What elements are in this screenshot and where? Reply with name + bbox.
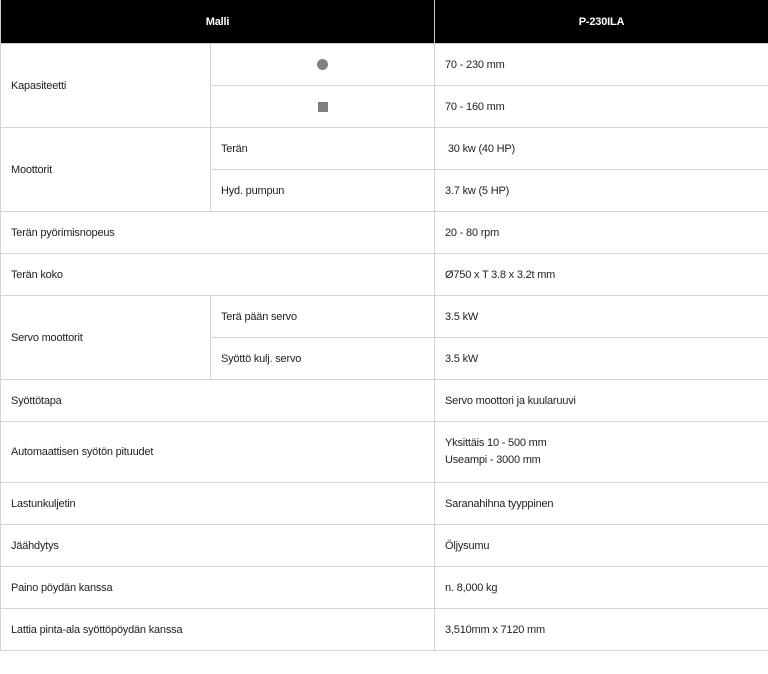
table-row-motors-blade [1, 128, 768, 170]
table-row-blade-speed [1, 212, 768, 254]
table-row-chip-conveyor [1, 483, 768, 525]
table-row-servo-head [1, 296, 768, 338]
floor-area-value: 3,510mm x 7120 mm [435, 609, 768, 651]
table-row-floor-area [1, 609, 768, 651]
blade-size-value: Ø750 x T 3.8 x 3.2t mm [435, 254, 768, 296]
circle-icon [317, 59, 328, 70]
servo-head-value: 3.5 kW [435, 296, 768, 338]
chip-conveyor-label: Lastunkuljetin [1, 483, 435, 525]
servo-label: Servo moottorit [1, 296, 211, 380]
capacity-round-cell [211, 44, 435, 86]
blade-speed-label: Terän pyörimisnopeus [1, 212, 435, 254]
square-icon [318, 102, 328, 112]
servo-head-label: Terä pään servo [211, 296, 435, 338]
motors-blade-value: 30 kw (40 HP) [435, 128, 768, 170]
capacity-round-value: 70 - 230 mm [435, 44, 768, 86]
weight-label: Paino pöydän kanssa [1, 567, 435, 609]
table-row-weight [1, 567, 768, 609]
header-row [1, 0, 768, 44]
table-row-cooling [1, 525, 768, 567]
table-row-blade-size [1, 254, 768, 296]
servo-feed-label: Syöttö kulj. servo [211, 338, 435, 380]
feed-method-label: Syöttötapa [1, 380, 435, 422]
feed-method-value: Servo moottori ja kuularuuvi [435, 380, 768, 422]
motors-blade-label: Terän [211, 128, 435, 170]
model-value: P-230ILA [435, 0, 768, 44]
blade-size-label: Terän koko [1, 254, 435, 296]
motors-pump-label: Hyd. pumpun [211, 170, 435, 212]
cooling-value: Öljysumu [435, 525, 768, 567]
cooling-label: Jäähdytys [1, 525, 435, 567]
auto-feed-value-line1: Yksittäis 10 - 500 mm [445, 437, 547, 449]
blade-speed-value: 20 - 80 rpm [435, 212, 768, 254]
floor-area-label: Lattia pinta-ala syöttöpöydän kanssa [1, 609, 435, 651]
table-row-feed-method [1, 380, 768, 422]
model-label: Malli [1, 0, 435, 44]
capacity-square-cell [211, 86, 435, 128]
weight-value: n. 8,000 kg [435, 567, 768, 609]
table-row-auto-feed [1, 422, 768, 483]
chip-conveyor-value: Saranahihna tyyppinen [435, 483, 768, 525]
servo-feed-value: 3.5 kW [435, 338, 768, 380]
capacity-square-value: 70 - 160 mm [435, 86, 768, 128]
auto-feed-label: Automaattisen syötön pituudet [1, 422, 435, 483]
capacity-label: Kapasiteetti [1, 44, 211, 128]
motors-pump-value: 3.7 kw (5 HP) [435, 170, 768, 212]
table-row-capacity-round [1, 44, 768, 86]
auto-feed-value-line2: Useampi - 3000 mm [445, 454, 541, 466]
motors-label: Moottorit [1, 128, 211, 212]
auto-feed-value [435, 422, 768, 483]
